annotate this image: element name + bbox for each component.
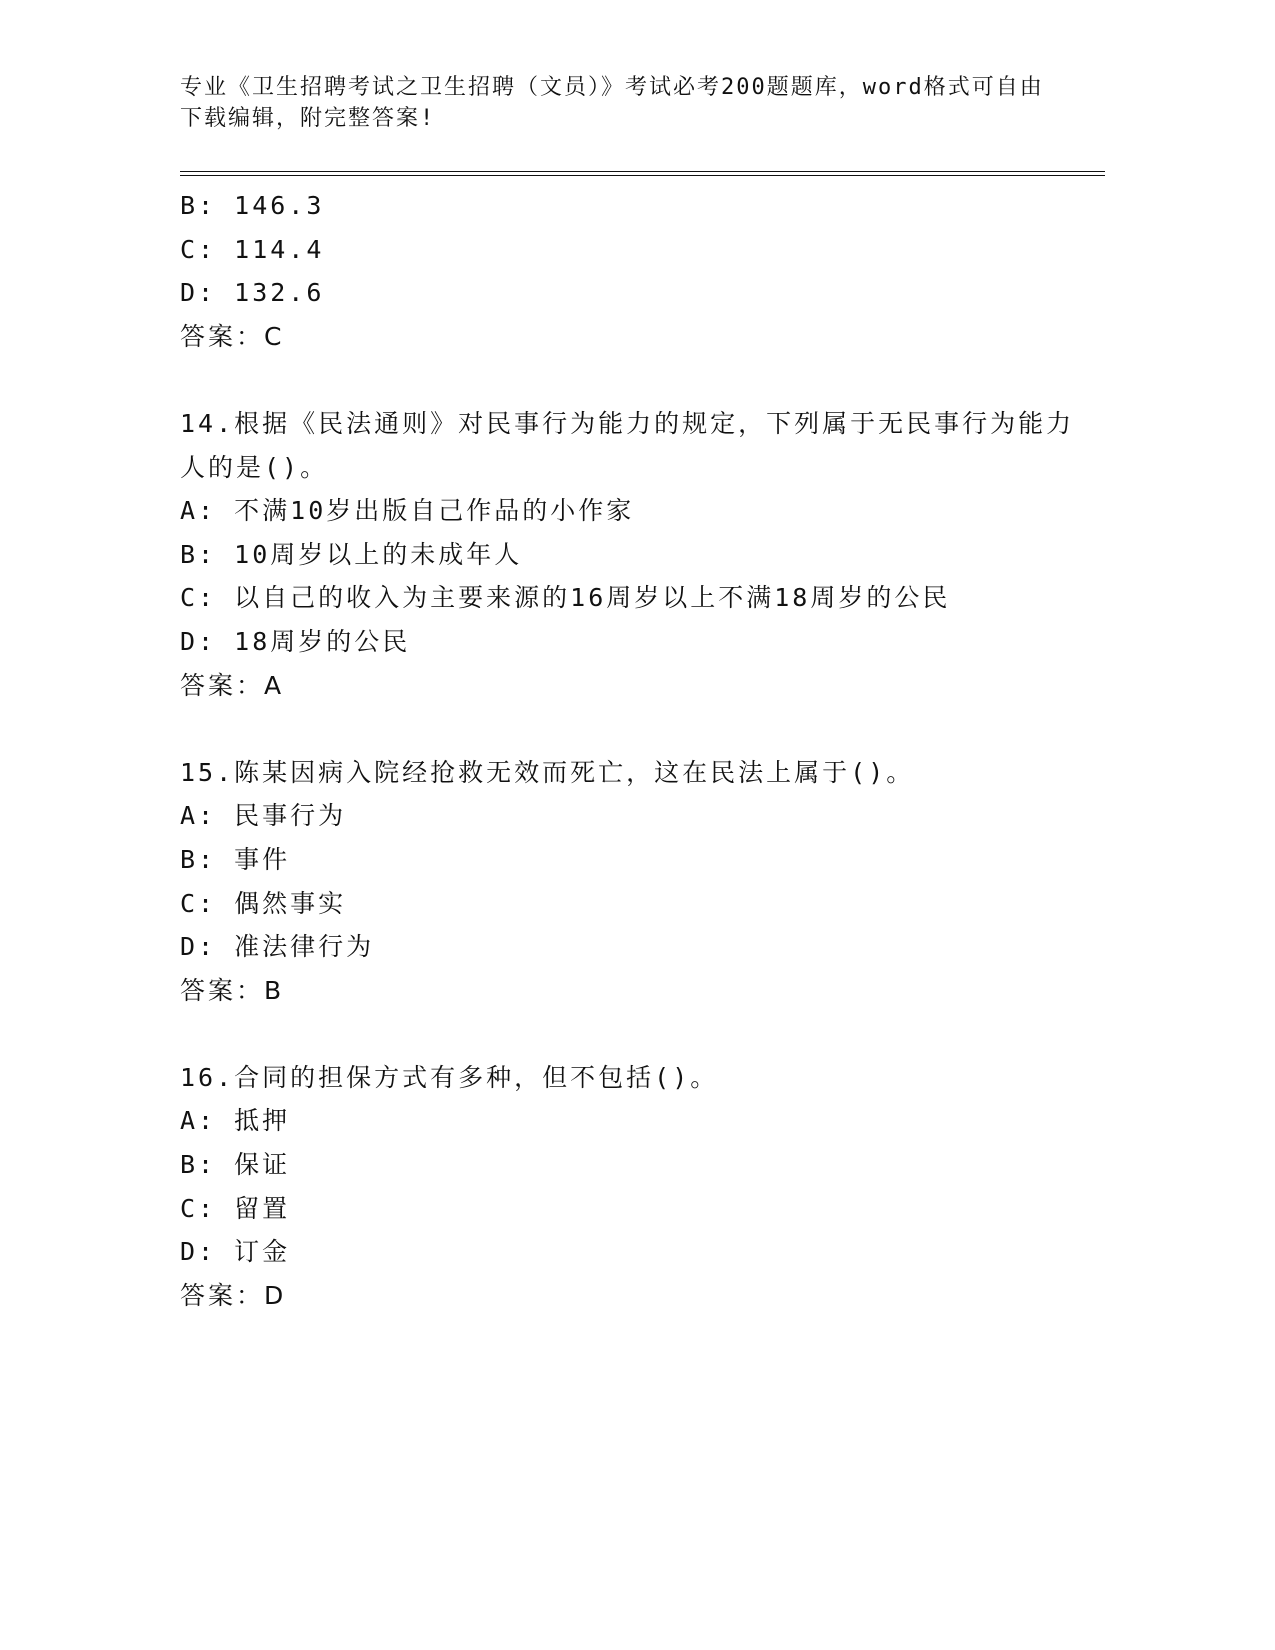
question-14 bbox=[180, 402, 1080, 707]
continued-question bbox=[180, 184, 1080, 358]
question-15 bbox=[180, 751, 1080, 1013]
option-c: C: 偶然事实 bbox=[180, 888, 347, 918]
header-rule-bottom bbox=[180, 175, 1105, 176]
option-c: C: 留置 bbox=[180, 1193, 291, 1223]
option-b: B: 保证 bbox=[180, 1150, 291, 1180]
option-d: D: 18周岁的公民 bbox=[180, 626, 411, 656]
option-d: D: 132.6 bbox=[180, 278, 325, 308]
option-b: B: 10周岁以上的未成年人 bbox=[180, 539, 523, 569]
question-stem: 14.根据《民法通则》对民事行为能力的规定，下列属于无民事行为能力人的是()。 bbox=[180, 408, 1075, 482]
answer-line: 答案：A bbox=[180, 670, 285, 700]
option-c: C: 114.4 bbox=[180, 234, 325, 264]
question-stem: 16.合同的担保方式有多种，但不包括()。 bbox=[180, 1062, 719, 1092]
option-d: D: 订金 bbox=[180, 1237, 291, 1267]
question-16 bbox=[180, 1056, 1080, 1318]
option-d: D: 准法律行为 bbox=[180, 932, 375, 962]
answer-line: 答案：C bbox=[180, 321, 285, 351]
option-c: C: 以自己的收入为主要来源的16周岁以上不满18周岁的公民 bbox=[180, 583, 951, 613]
option-a: A: 民事行为 bbox=[180, 801, 347, 831]
answer-line: 答案：B bbox=[180, 975, 285, 1005]
answer-line: 答案：D bbox=[180, 1280, 287, 1310]
header-rule-top bbox=[180, 171, 1105, 172]
question-stem: 15.陈某因病入院经抢救无效而死亡，这在民法上属于()。 bbox=[180, 757, 915, 787]
option-b: B: 事件 bbox=[180, 844, 291, 874]
option-a: A: 不满10岁出版自己作品的小作家 bbox=[180, 496, 635, 526]
document-header-intro: 专业《卫生招聘考试之卫生招聘（文员）》考试必考200题题库，word格式可自由下载编辑，附完整答案! bbox=[180, 75, 1044, 131]
option-a: A: 抵押 bbox=[180, 1106, 291, 1136]
option-b: B: 146.3 bbox=[180, 191, 325, 220]
document-body bbox=[180, 184, 1080, 1317]
